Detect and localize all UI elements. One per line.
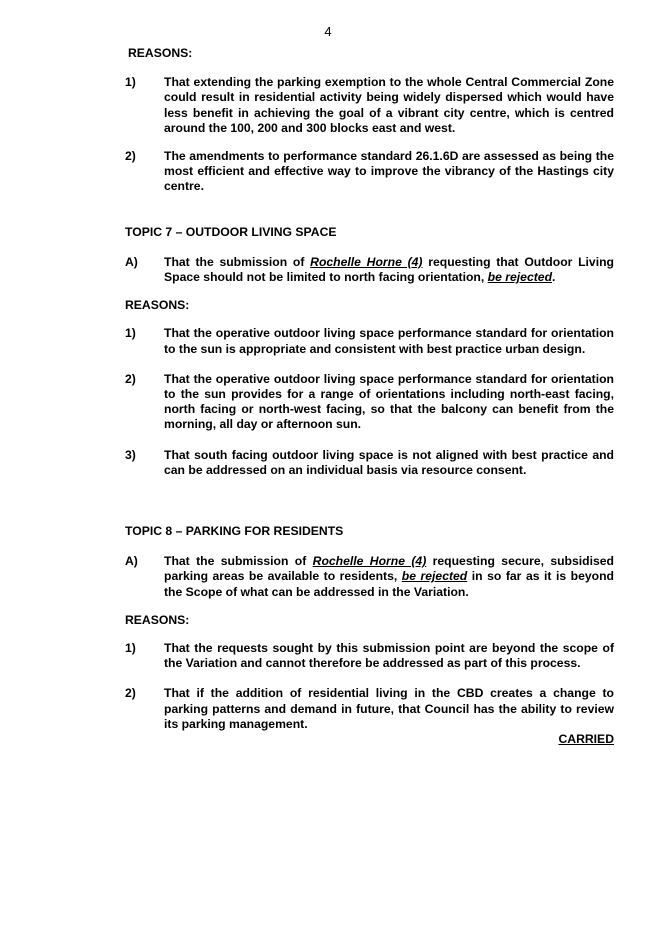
resolution-text-start: That the submission of <box>164 254 311 269</box>
reason-text: That south facing outdoor living space is not aligned with best practice and can be addressed on an individual basis via resource consent. <box>164 447 614 477</box>
reason-number: 2) <box>125 149 136 164</box>
reason-item <box>125 448 614 478</box>
resolution-number: A) <box>125 554 138 569</box>
carried-label: CARRIED <box>558 732 614 747</box>
decision-text: be rejected <box>487 270 553 285</box>
resolution-item <box>125 255 614 285</box>
reason-number: 1) <box>125 75 136 90</box>
reason-item <box>125 372 614 433</box>
reason-text: That if the addition of residential living in the CBD creates a change to parking patterns and demand in future, that Council has the ability to review its parking management. <box>164 686 614 731</box>
reason-number: 2) <box>125 686 136 701</box>
resolution-number: A) <box>125 254 138 269</box>
resolution-text-start: That the submission of <box>164 554 313 569</box>
reason-text: The amendments to performance standard 26.1.6D are assessed as being the most efficient and effective way to improve the vibrancy of the Hastings city centre. <box>164 149 614 194</box>
reasons-heading: REASONS: <box>125 612 190 627</box>
reason-item <box>125 149 614 195</box>
submitter-name: Rochelle Horne (4) <box>310 254 423 269</box>
resolution-text <box>164 255 614 285</box>
reason-text: That the requests sought by this submission point are beyond the scope of the Variation and cannot therefore be addressed as part of this process. <box>164 641 614 671</box>
resolution-text-end: . <box>552 270 556 285</box>
resolution-item <box>125 554 614 600</box>
resolution-text-middle: requesting that Outdoor Living Space should not be limited to north facing orientation, <box>164 254 614 285</box>
decision-text: be rejected <box>401 569 468 584</box>
reason-number: 3) <box>125 447 136 462</box>
topic-8-heading: TOPIC 8 – PARKING FOR RESIDENTS <box>125 524 344 539</box>
reason-number: 1) <box>125 641 136 656</box>
reason-text: That extending the parking exemption to the whole Central Commercial Zone could result in residential activity being widely dispersed which would have less benefit in achieving the goal of a vibrant city centre, which is centred around the 100, 200 and 300 blocks east and west. <box>164 75 614 135</box>
reason-item <box>125 641 614 671</box>
resolution-text-middle: requesting secure, subsidised parking areas be available to residents, <box>164 554 614 584</box>
reason-text: That the operative outdoor living space performance standard for orientation to the sun provides for a range of orientations including north-east facing, north facing or north-west facing, so that the balcony can benefit from the morning, all day or afternoon sun. <box>164 371 614 432</box>
reasons-heading: REASONS: <box>125 298 190 313</box>
page-number: 4 <box>324 24 332 39</box>
reason-item <box>125 686 614 732</box>
document-body <box>125 46 614 747</box>
submitter-name: Rochelle Horne (4) <box>312 554 427 569</box>
reason-number: 1) <box>125 326 136 341</box>
resolution-text-end: in so far as it is beyond the Scope of what can be addressed in the Variation. <box>164 569 614 599</box>
resolution-text <box>164 554 614 600</box>
topic-7-heading: TOPIC 7 – OUTDOOR LIVING SPACE <box>125 224 337 239</box>
reason-number: 2) <box>125 371 136 386</box>
reason-text: That the operative outdoor living space performance standard for orientation to the sun is appropriate and consistent with best practice urban design. <box>164 326 614 356</box>
reason-item <box>125 326 614 356</box>
reason-item <box>125 75 614 136</box>
reasons-heading: REASONS: <box>128 46 193 60</box>
